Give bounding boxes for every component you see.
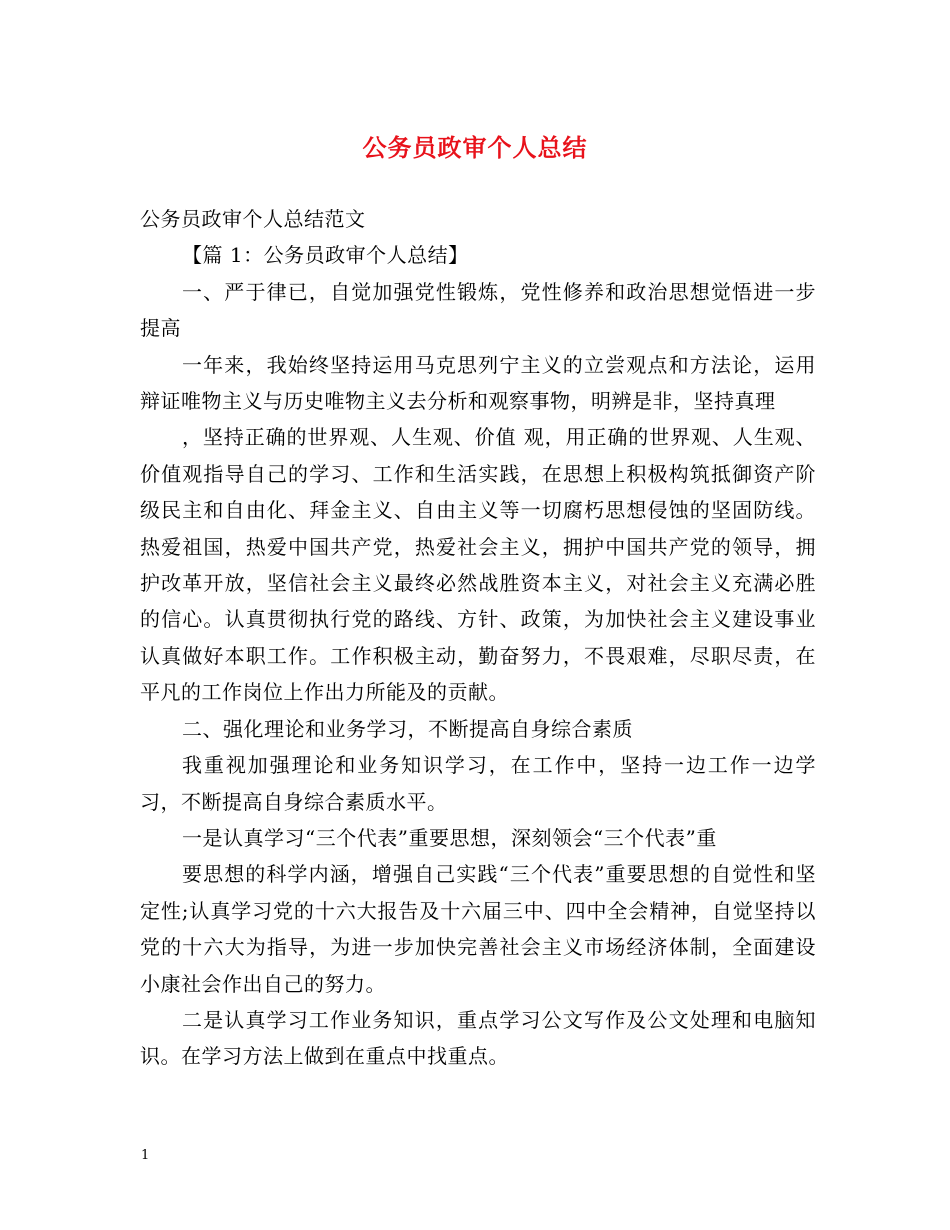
paragraph-subtitle: 公务员政审个人总结范文: [140, 207, 366, 231]
paragraph-body: 二是认真学习工作业务知识，重点学习公文写作及公文处理和电脑知识。在学习方法上做到在重点中找重点。: [140, 1007, 816, 1069]
paragraph-heading-two: 二、强化理论和业务学习，不断提高自身综合素质: [182, 716, 633, 741]
document-body: [140, 201, 816, 1075]
paragraph-heading-one: 一、严于律已，自觉加强党性锻炼，党性修养和政治思想觉悟进一步提高: [140, 279, 816, 341]
paragraph-body: 一是认真学习“三个代表”重要思想，深刻领会“三个代表”重: [182, 825, 717, 850]
paragraph-body: 一年来，我始终坚持运用马克思列宁主义的立尝观点和方法论，运用辩证唯物主义与历史唯物主义去分析和观察事物，明辨是非，坚持真理: [140, 352, 816, 414]
page-number: 1: [141, 1148, 150, 1163]
document-title: 公务员政审个人总结: [362, 133, 588, 162]
paragraph-body: 我重视加强理论和业务知识学习，在工作中，坚持一边工作一边学习，不断提高自身综合素质水平。: [140, 753, 816, 814]
paragraph-section-label: 【篇 1：公务员政审个人总结】: [182, 243, 469, 268]
paragraph-body: ，坚持正确的世界观、人生观、价值 观，用正确的世界观、人生观、价值观指导自己的学习、工作和生活实践，在思想上积极构筑抵御资产阶级民主和自由化、拜金主义、自由主义等一切腐朽思想侵蚀的坚固防线。热爱祖国，热爱中国共产党，热爱社会主义，拥护中国共产党的领导，拥护改革开放，坚信社会主义最终必然战胜资本主义，对社会主义充满必胜的信心。认真贯彻执行党的路线、方针、政策，为加快社会主义建设事业认真做好本职工作。工作积极主动，勤奋努力，不畏艰难，尽职尽责，在平凡的工作岗位上作出力所能及的贡献。: [140, 425, 816, 705]
paragraph-body: 要思想的科学内涵，增强自己实践“三个代表”重要思想的自觉性和坚定性;认真学习党的十六大报告及十六届三中、四中全会精神，自觉坚持以党的十六大为指导，为进一步加快完善社会主义市场经济体制，全面建设小康社会作出自己的努力。: [140, 862, 816, 996]
